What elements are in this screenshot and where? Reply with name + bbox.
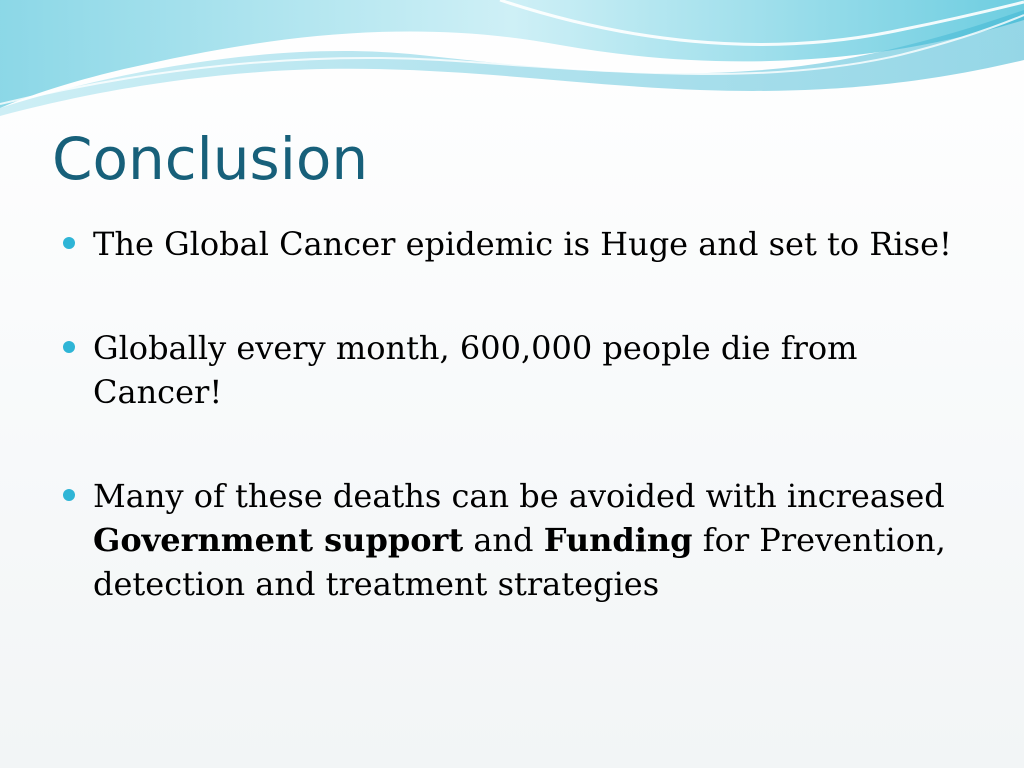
bullet-item-2 <box>60 326 960 414</box>
bullet-text-part: for Prevention, detection and treatment strategies <box>93 521 946 603</box>
bullet-bold-text: Government support <box>93 521 464 559</box>
bullet-text: Globally every month, 600,000 people die from Cancer! <box>93 329 858 411</box>
bullet-text-part: Many of these deaths can be avoided with increased <box>93 477 945 515</box>
bullet-text-part: and <box>463 521 544 559</box>
bullet-bold-text: Funding <box>543 521 693 559</box>
bullet-dot-icon <box>63 489 75 501</box>
bullet-list <box>60 222 960 666</box>
bullet-dot-icon <box>63 237 75 249</box>
slide-title: Conclusion <box>52 125 369 193</box>
bullet-item-1 <box>60 222 960 266</box>
bullet-dot-icon <box>63 341 75 353</box>
bullet-item-3 <box>60 474 960 606</box>
header-wave-decoration <box>0 0 1024 120</box>
bullet-text: The Global Cancer epidemic is Huge and set to Rise! <box>93 225 952 263</box>
